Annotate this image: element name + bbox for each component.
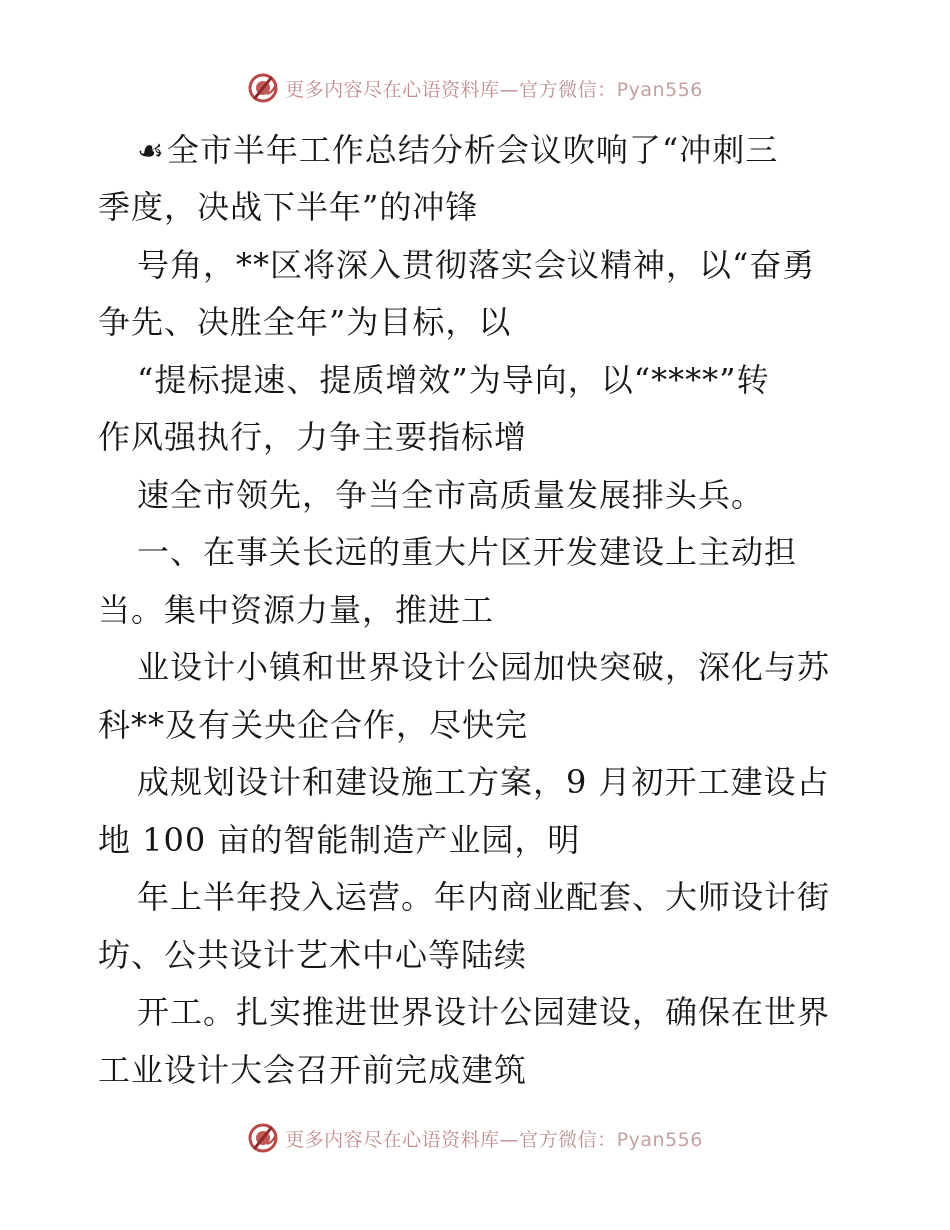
banner-text [285, 1125, 703, 1152]
banner-dash: — [499, 1128, 520, 1151]
body-line-10: 业设计小镇和世界设计公园加快突破，深化与苏 [137, 648, 831, 686]
footer-banner [0, 1122, 950, 1154]
banner-wechat-label: 官方微信： [519, 78, 617, 101]
body-line-16: 开工。扎实推进世界设计公园建设，确保在世界 [137, 993, 831, 1031]
banner-text [285, 75, 703, 102]
body-line-6: 作风强执行，力争主要指标增 [98, 418, 528, 456]
body-line-13: 地 100 亩的智能制造产业园，明 [98, 821, 581, 859]
brush-emblem-icon [247, 72, 279, 104]
body-line-1: ☙全市半年工作总结分析会议吹响了“冲刺三 [137, 131, 779, 169]
body-line-14: 年上半年投入运营。年内商业配套、大师设计街 [137, 878, 831, 916]
banner-site-name: 更多内容尽在心语资料库 [285, 78, 500, 101]
body-line-15: 坊、公共设计艺术中心等陆续 [98, 936, 528, 974]
banner-dash: — [499, 78, 520, 101]
body-line-2: 季度，决战下半年”的冲锋 [98, 188, 479, 226]
body-line-11: 科**及有关央企合作，尽快完 [98, 706, 529, 744]
banner-wechat-id: Pyan556 [616, 1128, 703, 1151]
body-line-7: 速全市领先，争当全市高质量发展排头兵。 [137, 476, 765, 514]
header-banner [0, 72, 950, 104]
body-line-12: 成规划设计和建设施工方案，9 月初开工建设占 [137, 763, 830, 801]
banner-wechat-label: 官方微信： [519, 1128, 617, 1151]
lead-ornament-icon: ☙ [137, 134, 165, 169]
body-line-17: 工业设计大会召开前完成建筑 [98, 1051, 528, 1089]
banner-wechat-id: Pyan556 [616, 78, 703, 101]
brush-emblem-icon [247, 1122, 279, 1154]
body-line-3: 号角，**区将深入贯彻落实会议精神，以“奋勇 [137, 246, 816, 284]
body-line-8: 一、在事关长远的重大片区开发建设上主动担 [137, 533, 798, 571]
body-line-4: 争先、决胜全年”为目标，以 [98, 303, 512, 341]
banner-site-name: 更多内容尽在心语资料库 [285, 1128, 500, 1151]
body-line-5: “提标提速、提质增效”为导向，以“****”转 [137, 361, 770, 399]
body-line-9: 当。集中资源力量，推进工 [98, 591, 495, 629]
